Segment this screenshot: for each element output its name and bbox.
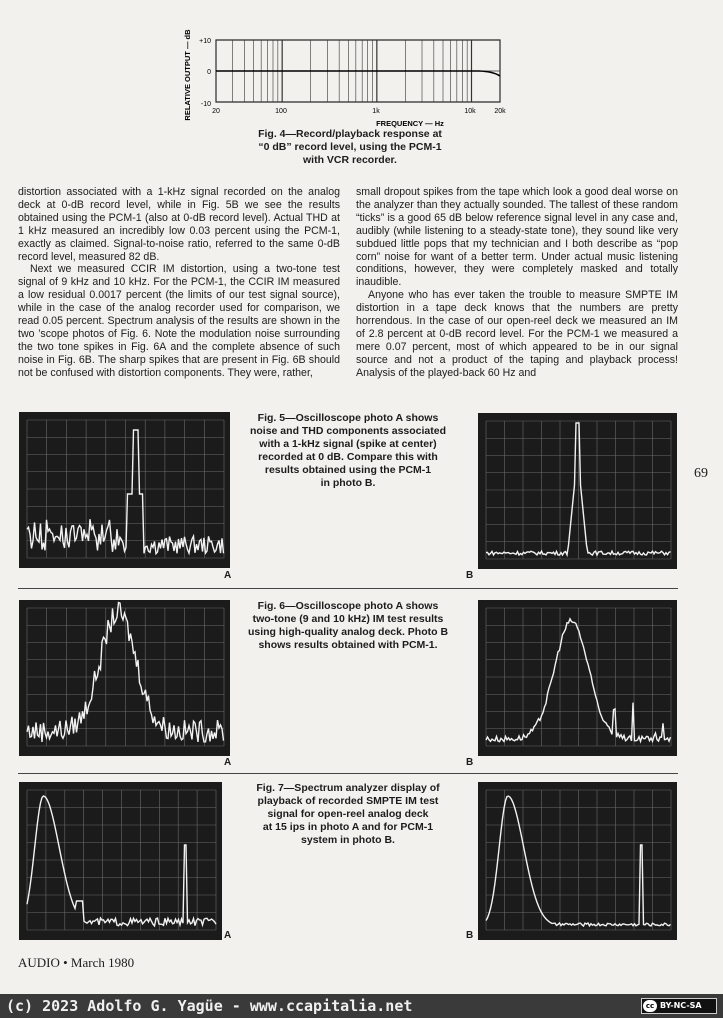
copyright-text: (c) 2023 Adolfo G. Yagüe - www.ccapitalia.net	[6, 997, 413, 1015]
cc-icon: cc	[643, 1000, 657, 1012]
fig7-photo-a	[19, 782, 222, 940]
fig4-xtick-100: 100	[275, 108, 287, 115]
fig6-caption-line: shows results obtained with PCM-1.	[258, 639, 438, 651]
fig5-caption-line: in photo B.	[320, 477, 376, 489]
fig7-label-a: A	[224, 930, 232, 941]
fig4-caption-line: with VCR recorder.	[303, 154, 397, 166]
page-number: 69	[694, 466, 708, 481]
fig5-photo-b	[478, 413, 677, 569]
divider	[18, 588, 678, 589]
divider	[18, 773, 678, 774]
fig7-caption-line: signal for open-reel analog deck	[267, 808, 429, 820]
fig4-xtick-20k: 20k	[494, 108, 506, 115]
fig4-xtick-20: 20	[212, 108, 220, 115]
body-paragraph: distortion associated with a 1-kHz signal recorded on the analog deck at 0-dB record level, while in Fig. 5B we see the results obtained using the PCM-1 (also at 0-dB record level). Actual THD at 1 kHz measured an incredibly low 0.03 percent using the PCM-1, exactly as claimed. Signal-to-noise ratio, referred to the same 0-dB record level, measured 82 dB.	[18, 186, 340, 263]
fig4-ytick-plus10: +10	[199, 38, 211, 45]
fig4-y-axis-title: RELATIVE OUTPUT — dB	[183, 29, 192, 121]
fig6-caption	[242, 600, 454, 652]
fig4-ytick-0: 0	[207, 69, 211, 76]
fig4-xtick-10k: 10k	[464, 108, 476, 115]
body-left-column	[18, 186, 340, 380]
fig4-response-curve	[216, 71, 500, 76]
license-text: BY-NC-SA	[660, 1001, 702, 1010]
fig7-caption-line: playback of recorded SMPTE IM test	[257, 795, 439, 807]
fig7-caption-line: system in photo B.	[301, 834, 395, 846]
fig6-photo-b	[478, 600, 677, 756]
fig5-caption-line: recorded at 0 dB. Compare this with	[258, 451, 438, 463]
fig5-caption-line: results obtained using the PCM-1	[264, 464, 432, 476]
fig6-photo-a	[19, 600, 230, 756]
fig5-caption	[242, 412, 454, 490]
license-badge[interactable]	[641, 998, 717, 1014]
body-paragraph: small dropout spikes from the tape which look a good deal worse on the analyzer than they actually sounded. The tallest of these random “ticks” is a good 65 dB below reference signal level in any case and, audibly (while listening to a steady-state tone), they sound like very subdued little pops that my technician and I both describe as “pop corn” noise for want of a better term. Under actual music listening conditions, however, they were completely masked and totally inaudible.	[356, 186, 678, 289]
magazine-footer: AUDIO • March 1980	[18, 955, 135, 970]
fig6-caption-line: Fig. 6—Oscilloscope photo A shows	[257, 600, 439, 612]
fig5-label-a: A	[224, 570, 232, 581]
fig5-photo-a	[19, 412, 230, 568]
fig4-caption-line: Fig. 4—Record/playback response at	[258, 128, 442, 140]
fig4-caption	[230, 128, 470, 167]
body-paragraph: Anyone who has ever taken the trouble to measure SMPTE IM distortion in a tape deck knows that the numbers are pretty horrendous. In the case of our open-reel deck we measured an IM of 2.8 percent at 0-dB record level. For the PCM-1 we measured a mere 0.07 percent, most of which appeared to be in our signal source and not a product of the taping and playback process! Analysis of the played-back 60 Hz and	[356, 289, 678, 379]
fig4-x-axis-title: FREQUENCY — Hz	[376, 119, 444, 128]
copyright-bar	[0, 994, 723, 1018]
fig5-caption-line: Fig. 5—Oscilloscope photo A shows	[257, 412, 439, 424]
fig4-xtick-1k: 1k	[372, 108, 380, 115]
fig5-caption-line: with a 1-kHz signal (spike at center)	[259, 438, 437, 450]
body-paragraph: Next we measured CCIR IM distortion, using a two-tone test signal of 9 kHz and 10 kHz. For the PCM-1, the CCIR IM measured a low residual 0.0017 percent (the limits of our test signal source), while in the case of the analog recorder used for comparison, we read 0.05 percent. Spectrum analysis of the results are shown in the two ’scope photos of Fig. 6. Note the modulation noise surrounding the two tone spikes in Fig. 6A and the complete absence of such noise in Fig. 6B. The sharp spikes that are present in Fig. 6B should not be confused with distortion components. They were, rather,	[18, 263, 340, 379]
fig7-caption-line: at 15 ips in photo A and for PCM-1	[262, 821, 434, 833]
fig7-label-b: B	[466, 930, 474, 941]
fig5-caption-line: noise and THD components associated	[249, 425, 447, 437]
fig4-ytick-minus10: -10	[200, 101, 211, 108]
fig7-caption	[242, 782, 454, 847]
fig4-caption-line: “0 dB” record level, using the PCM-1	[258, 141, 442, 153]
fig6-label-a: A	[224, 757, 232, 768]
fig6-caption-line: two-tone (9 and 10 kHz) IM test results	[252, 613, 444, 625]
body-right-column	[356, 186, 678, 380]
fig4-response-graph	[180, 20, 520, 130]
fig7-photo-b	[478, 782, 677, 940]
fig6-label-b: B	[466, 757, 474, 768]
fig6-caption-line: using high-quality analog deck. Photo B	[247, 626, 449, 638]
fig7-caption-line: Fig. 7—Spectrum analyzer display of	[256, 782, 440, 794]
fig5-label-b: B	[466, 570, 474, 581]
